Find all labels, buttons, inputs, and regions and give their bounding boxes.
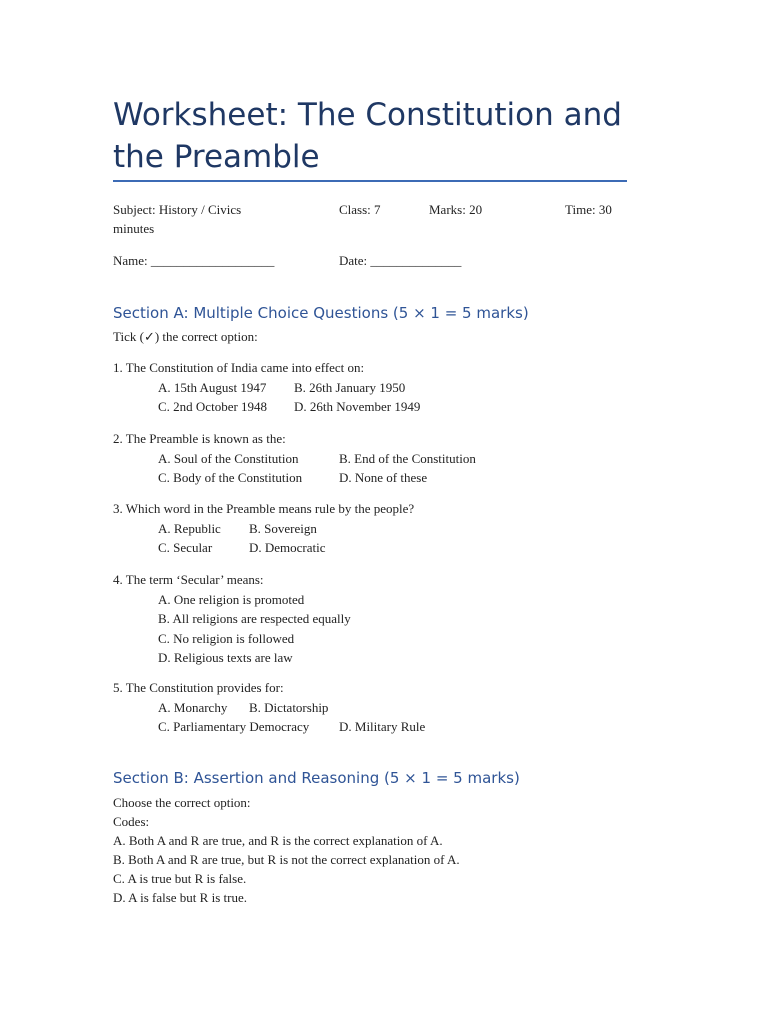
question-3 <box>113 499 673 558</box>
option-d: D. None of these <box>339 470 428 485</box>
option-a: A. Soul of the Constitution <box>158 450 299 466</box>
question-2 <box>113 429 673 488</box>
option-c: C. No religion is followed <box>158 630 295 646</box>
question-1 <box>113 358 673 417</box>
option-c: C. 2nd October 1948 <box>158 399 268 414</box>
marks-field: Marks: 20 <box>429 202 483 217</box>
question-4 <box>113 570 673 668</box>
option-b: B. Sovereign <box>249 520 317 536</box>
code-a: A. Both A and R are true, and R is the correct explanation of A. <box>113 833 443 848</box>
option-b: B. 26th January 1950 <box>294 379 406 395</box>
option-d: D. Democratic <box>249 540 326 555</box>
code-d: D. A is false but R is true. <box>113 890 247 905</box>
option-d: D. 26th November 1949 <box>294 399 421 414</box>
question-text: 2. The Preamble is known as the: <box>113 431 286 446</box>
option-d: D. Religious texts are law <box>158 650 293 665</box>
option-c: C. Secular <box>158 540 213 555</box>
name-field: Name: ___________________ <box>113 253 275 268</box>
question-text: 4. The term ‘Secular’ means: <box>113 572 264 587</box>
code-c: C. A is true but R is false. <box>113 871 247 886</box>
subject-field: Subject: History / Civics <box>113 202 242 217</box>
option-a: A. One religion is promoted <box>158 591 305 607</box>
option-d: D. Military Rule <box>339 719 426 734</box>
option-a: A. 15th August 1947 <box>158 379 267 395</box>
question-text: 5. The Constitution provides for: <box>113 680 284 695</box>
section-b-heading: Section B: Assertion and Reasoning (5 × 1 = 5 marks) <box>113 769 520 787</box>
class-field: Class: 7 <box>339 202 381 217</box>
page-title: Worksheet: The Constitution and the Preamble <box>113 97 622 175</box>
option-a: A. Republic <box>158 520 221 536</box>
title-underline <box>113 180 627 182</box>
question-5 <box>113 678 673 737</box>
section-b-instruction: Choose the correct option: <box>113 795 251 810</box>
section-a-heading: Section A: Multiple Choice Questions (5 × 1 = 5 marks) <box>113 304 529 322</box>
section-a-instruction: Tick (✓) the correct option: <box>113 329 258 344</box>
code-b: B. Both A and R are true, but R is not the correct explanation of A. <box>113 852 460 867</box>
option-c: C. Body of the Constitution <box>158 470 303 485</box>
question-text: 1. The Constitution of India came into effect on: <box>113 360 365 375</box>
date-field: Date: ______________ <box>339 253 462 268</box>
option-a: A. Monarchy <box>158 699 228 715</box>
time-field: Time: 30 <box>565 202 612 217</box>
option-b: B. Dictatorship <box>249 699 329 715</box>
option-c: C. Parliamentary Democracy <box>158 719 310 734</box>
question-text: 3. Which word in the Preamble means rule by the people? <box>113 501 415 516</box>
time-unit-text: minutes <box>113 221 155 236</box>
codes-label: Codes: <box>113 814 150 829</box>
option-b: B. All religions are respected equally <box>158 611 351 626</box>
option-b: B. End of the Constitution <box>339 450 476 466</box>
